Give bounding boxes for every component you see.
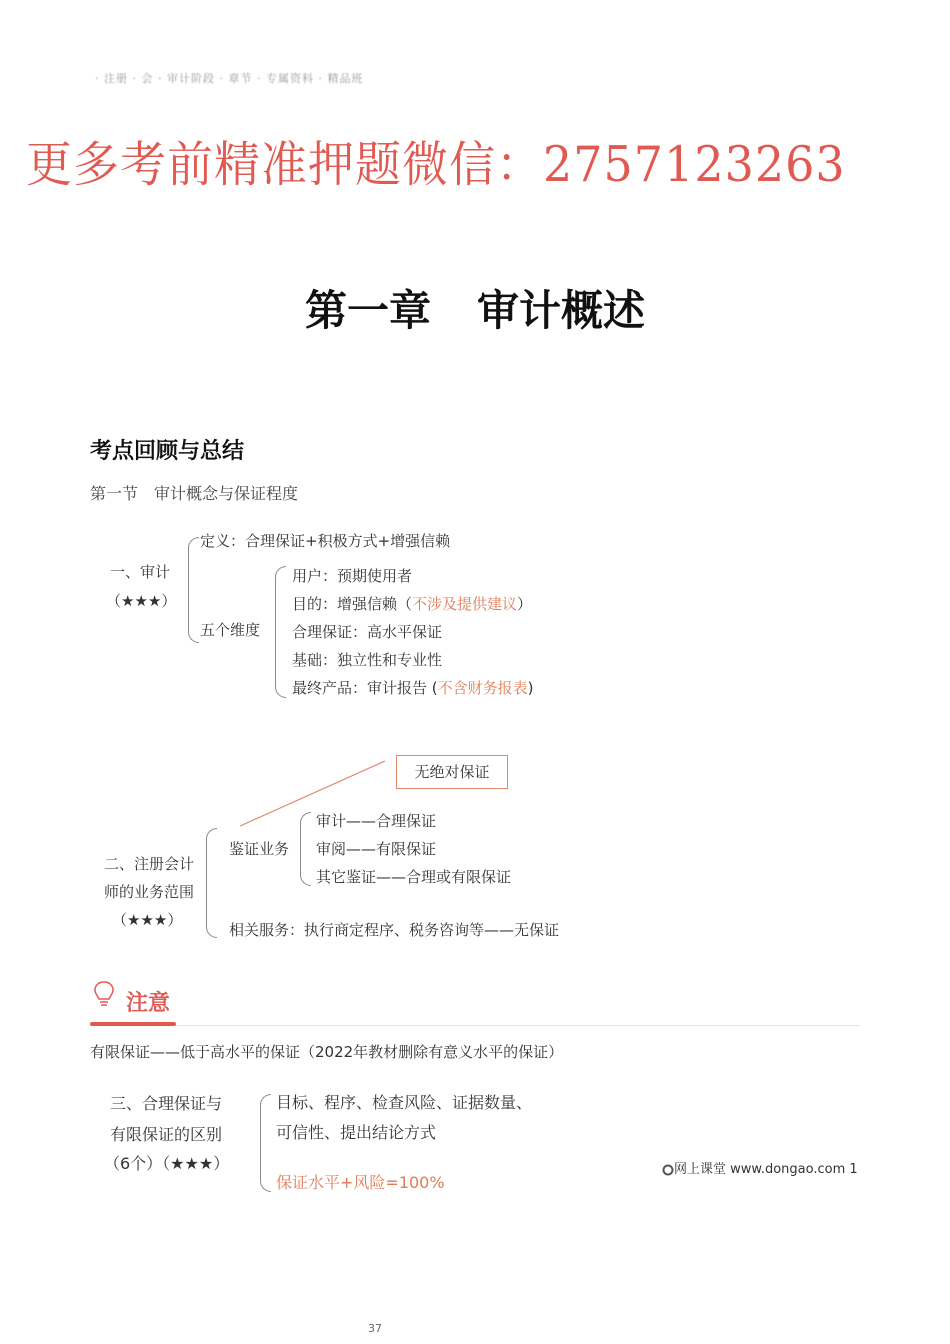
cpa-scope-label-line2: 师的业务范围 — [104, 883, 195, 901]
dimension-item: 基础：独立性和专业性 — [292, 651, 443, 669]
cpa-scope-brace — [206, 828, 217, 938]
section3-items-line1: 目标、程序、检查风险、证据数量、 — [276, 1093, 533, 1112]
faint-header-text: · 注册 · 会 · 审计阶段 · 章节 · 专属资料 · 精品班 — [95, 72, 364, 85]
related-services: 相关服务：执行商定程序、税务咨询等——无保证 — [229, 921, 560, 939]
section1-title: 审计概念与保证程度 — [154, 484, 299, 503]
cpa-scope-label-line1: 二、注册会计 — [104, 855, 195, 873]
cpa-scope-stars: （★★★） — [112, 911, 183, 929]
footer-text: 网上课堂 www.dongao.com 1 — [674, 1162, 858, 1177]
dimension-item: 最终产品：审计报告 (不含财务报表) — [292, 679, 534, 697]
page-mark: 37 — [368, 1322, 382, 1335]
section3-label-line2: 有限保证的区别 — [110, 1125, 223, 1144]
dimensions-label: 五个维度 — [200, 621, 261, 639]
chapter-number: 第一章 — [304, 286, 431, 335]
dimension-note: 不涉及提供建议 — [412, 595, 518, 613]
assurance-label: 鉴证业务 — [229, 840, 290, 858]
assurance-item: 审阅——有限保证 — [316, 840, 437, 858]
dimension-item: 目的：增强信赖（不涉及提供建议） — [292, 595, 533, 613]
notice-title: 注意 — [126, 991, 171, 1016]
dimension-item: 用户：预期使用者 — [292, 567, 413, 585]
assurance-brace — [300, 812, 311, 886]
notice-underline — [90, 1022, 176, 1026]
dimension-item: 合理保证：高水平保证 — [292, 623, 443, 641]
review-heading: 考点回顾与总结 — [90, 439, 245, 464]
chapter-name: 审计概述 — [477, 286, 646, 335]
lightbulb-icon — [93, 980, 115, 1008]
dimension-note: 不含财务报表 — [437, 679, 528, 697]
audit-definition: 定义：合理保证+积极方式+增强信赖 — [200, 532, 451, 550]
assurance-item: 审计——合理保证 — [316, 812, 437, 830]
footer — [662, 1158, 858, 1177]
section3-formula: 保证水平+风险=100% — [276, 1173, 445, 1192]
section3-label-line3: （6个）（★★★） — [104, 1154, 230, 1173]
no-absolute-assurance-box: 无绝对保证 — [396, 755, 508, 789]
audit-stars: （★★★） — [106, 592, 177, 610]
section3-items-line2: 可信性、提出结论方式 — [276, 1123, 437, 1142]
section1-number: 第一节 — [90, 484, 139, 503]
notice-text: 有限保证——低于高水平的保证（2022年教材删除有意义水平的保证） — [90, 1043, 564, 1061]
audit-label: 一、审计 — [110, 563, 171, 581]
promo-text: 更多考前精准押题微信：2757123263 — [26, 135, 846, 193]
dongao-logo-icon — [662, 1164, 674, 1176]
assurance-item: 其它鉴证——合理或有限保证 — [316, 868, 512, 886]
section3-label-line1: 三、合理保证与 — [110, 1094, 223, 1113]
notice-divider — [90, 1025, 860, 1026]
section3-brace — [260, 1094, 271, 1192]
